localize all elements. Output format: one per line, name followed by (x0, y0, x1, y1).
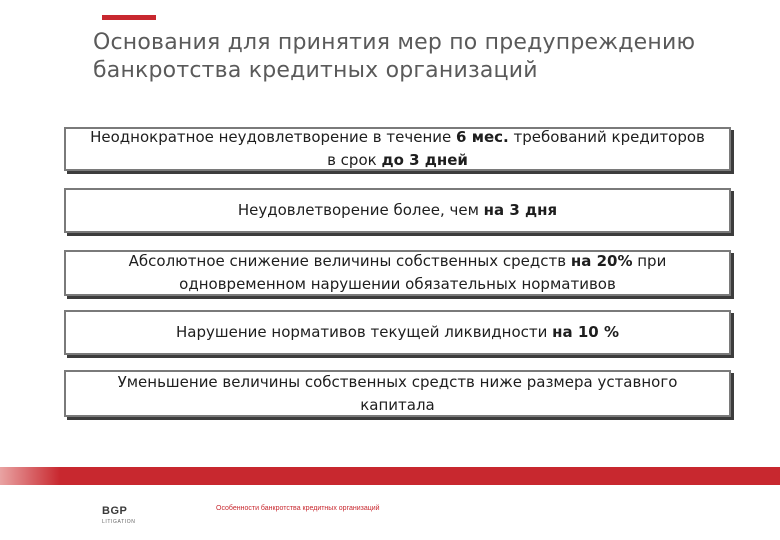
criterion-3-line-1: Абсолютное снижение величины собственных средств на 20% при (128, 252, 667, 270)
criterion-box-1 (64, 127, 731, 171)
company-logo: BGP (102, 505, 128, 517)
criterion-box-4 (64, 310, 731, 355)
criterion-5-line-1: Уменьшение величины собственных средств ниже размера уставного (117, 372, 678, 391)
slide-title (93, 29, 753, 85)
criterion-5-line-2: капитала (360, 395, 435, 414)
criterion-1-line-2: в срок до 3 дней (327, 151, 468, 169)
company-logo-subtitle: LITIGATION (102, 519, 136, 525)
footer-caption: Особенности банкротства кредитных организаций (216, 505, 380, 512)
title-accent-bar (102, 15, 156, 20)
criterion-box-2 (64, 188, 731, 233)
criterion-4-line-1: Нарушение нормативов текущей ликвидности на 10 % (176, 323, 619, 341)
footer-accent-band (0, 467, 780, 485)
slide-title-line-1: Основания для принятия мер по предупреждению (93, 30, 696, 55)
criterion-3-line-2: одновременном нарушении обязательных нормативов (179, 275, 616, 293)
criterion-box-3 (64, 250, 731, 296)
slide-title-line-2: банкротства кредитных организаций (93, 58, 538, 83)
criterion-2-line-1: Неудовлетворение более, чем на 3 дня (237, 201, 558, 219)
criterion-1-line-1: Неоднократное неудовлетворение в течение 6 мес. требований кредиторов (90, 128, 705, 146)
criterion-box-5 (64, 370, 731, 417)
